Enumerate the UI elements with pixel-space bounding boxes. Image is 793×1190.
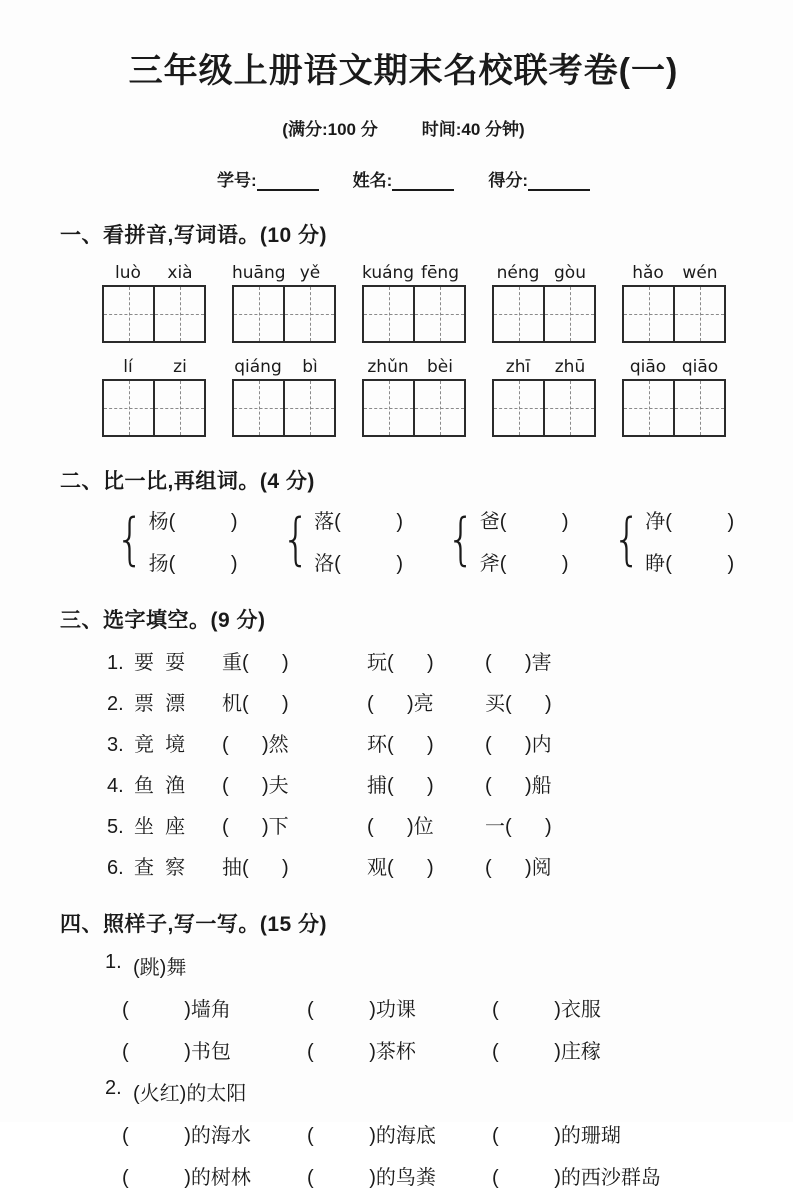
writing-cell[interactable]: [673, 287, 724, 341]
score-field: [488, 166, 590, 191]
writing-cell[interactable]: [413, 381, 464, 435]
compare-lines: [480, 505, 569, 576]
fill-row-4: [107, 769, 747, 798]
answer-blank[interactable]: 捕( ): [367, 775, 434, 798]
pinyin-label: [492, 263, 596, 283]
answer-blank[interactable]: ( )墙角: [122, 999, 231, 1022]
student-no-field: [217, 166, 319, 191]
answer-blank[interactable]: ( )船: [485, 775, 552, 798]
writing-cell[interactable]: [543, 381, 594, 435]
answer-blank[interactable]: 斧( ): [479, 553, 569, 576]
answer-blank[interactable]: 抽( ): [222, 857, 289, 880]
fill-row: [122, 1161, 747, 1190]
exam-meta: [60, 115, 747, 140]
writing-cell[interactable]: [234, 381, 283, 435]
answer-blank[interactable]: ( )内: [485, 734, 552, 757]
writing-cell[interactable]: [364, 381, 413, 435]
question-number: 1.: [105, 951, 122, 974]
writing-grid: [362, 379, 466, 437]
answer-blank[interactable]: ( )的珊瑚: [492, 1125, 621, 1148]
writing-cell[interactable]: [364, 287, 413, 341]
example-item-1: [105, 951, 747, 980]
student-no-label: 学号:: [216, 171, 257, 191]
pinyin-row-2: [102, 357, 747, 437]
question-number: 1.: [107, 652, 124, 675]
answer-blank[interactable]: ( )的西沙群岛: [492, 1167, 661, 1190]
pinyin-label: [232, 357, 336, 377]
question-number: 2.: [107, 693, 124, 716]
pinyin-word: [232, 357, 336, 437]
writing-cell[interactable]: [283, 287, 334, 341]
question-number: 5.: [107, 816, 124, 839]
pinyin-syllable: qiāo: [629, 357, 667, 378]
pinyin-label: [232, 263, 336, 283]
pinyin-syllable: zhū: [554, 357, 586, 378]
fill-row: [122, 1035, 747, 1064]
fill-row: [122, 1119, 747, 1148]
score-blank[interactable]: [528, 173, 590, 191]
choice-chars: 鱼 渔: [134, 775, 186, 798]
choice-chars: 要 耍: [134, 652, 186, 675]
brace-glyph: {: [281, 507, 310, 573]
pinyin-syllable: lí: [123, 357, 133, 378]
writing-cell[interactable]: [413, 287, 464, 341]
answer-blank[interactable]: 观( ): [367, 857, 434, 880]
compare-word-groups: [112, 505, 747, 576]
answer-blank[interactable]: ( )夫: [222, 775, 289, 798]
answer-blank[interactable]: 洛( ): [314, 553, 404, 576]
writing-grid: [102, 379, 206, 437]
pinyin-label: [622, 263, 726, 283]
example-text: (火红)的太阳: [133, 1083, 247, 1106]
writing-grid: [232, 285, 336, 343]
pinyin-label: [362, 263, 466, 283]
pinyin-word: [232, 263, 336, 343]
choice-chars: 票 漂: [134, 693, 186, 716]
writing-cell[interactable]: [543, 287, 594, 341]
pinyin-syllable: luò: [115, 263, 141, 284]
choice-chars: 坐 座: [134, 816, 186, 839]
answer-blank[interactable]: ( )庄稼: [492, 1041, 601, 1064]
pinyin-syllable: gòu: [554, 263, 586, 284]
writing-cell[interactable]: [624, 381, 673, 435]
answer-blank[interactable]: ( )的树林: [122, 1167, 251, 1190]
pinyin-syllable: bì: [302, 357, 318, 378]
answer-blank[interactable]: ( )书包: [122, 1041, 231, 1064]
pinyin-syllable: yě: [299, 263, 321, 284]
answer-blank[interactable]: ( )的鸟粪: [307, 1167, 436, 1190]
question-number: 6.: [107, 857, 124, 880]
answer-blank[interactable]: 扬( ): [148, 553, 238, 576]
answer-blank[interactable]: 一( ): [485, 816, 552, 839]
example-text: (跳)舞: [133, 957, 187, 980]
compare-group: [278, 505, 404, 576]
fill-row-3: [107, 728, 747, 757]
answer-blank[interactable]: ( )的海底: [307, 1125, 436, 1148]
pinyin-label: [102, 263, 206, 283]
section4-heading: 四、照样子,写一写。(15 分): [60, 913, 328, 937]
writing-cell[interactable]: [494, 381, 543, 435]
compare-lines: [314, 505, 403, 576]
pinyin-label: [622, 357, 726, 377]
pinyin-word: [102, 263, 206, 343]
brace-glyph: {: [115, 507, 145, 573]
pinyin-syllable: bèi: [427, 357, 453, 378]
pinyin-label: [362, 357, 466, 377]
compare-lines: [149, 505, 238, 576]
name-blank[interactable]: [392, 173, 454, 191]
pinyin-label: [492, 357, 596, 377]
answer-blank[interactable]: 睁( ): [645, 553, 735, 576]
question-number: 4.: [107, 775, 124, 798]
full-score-label: (满分:100 分: [282, 120, 378, 140]
pinyin-syllable: qiāo: [681, 357, 719, 378]
fill-row-6: [107, 851, 747, 880]
name-label: 姓名:: [352, 171, 393, 191]
section2-heading: 二、比一比,再组词。(4 分): [60, 470, 315, 494]
section1-heading: 一、看拼音,写词语。(10 分): [60, 224, 328, 248]
answer-blank[interactable]: 重( ): [222, 652, 289, 675]
answer-blank[interactable]: 机( ): [222, 693, 289, 716]
pinyin-word: [622, 263, 726, 343]
answer-blank[interactable]: ( )功课: [307, 999, 416, 1022]
answer-blank[interactable]: ( )茶杯: [307, 1041, 416, 1064]
writing-cell[interactable]: [494, 287, 543, 341]
pinyin-syllable: hǎo: [632, 263, 664, 284]
answer-blank[interactable]: ( )亮: [367, 693, 434, 716]
writing-cell[interactable]: [624, 287, 673, 341]
pinyin-row-1: [102, 263, 747, 343]
pinyin-word: [492, 357, 596, 437]
name-field: [353, 166, 455, 191]
answer-blank[interactable]: ( )的海水: [122, 1125, 251, 1148]
pinyin-syllable: wén: [682, 263, 718, 284]
pinyin-syllable: néng: [496, 263, 540, 284]
writing-cell[interactable]: [234, 287, 283, 341]
pinyin-syllable: zhǔn: [367, 357, 409, 378]
section3-heading: 三、选字填空。(9 分): [60, 609, 266, 633]
pinyin-syllable: fēng: [420, 263, 459, 284]
pinyin-label: [102, 357, 206, 377]
answer-blank[interactable]: 落( ): [314, 511, 404, 534]
choice-chars: 竟 境: [134, 734, 186, 757]
brace-glyph: {: [612, 507, 641, 573]
compare-group: [112, 505, 238, 576]
example-item-2: [105, 1077, 747, 1106]
compare-group: [609, 505, 735, 576]
answer-blank[interactable]: 玩( ): [367, 652, 434, 675]
answer-blank[interactable]: ( )位: [367, 816, 434, 839]
choice-chars: 查 察: [134, 857, 186, 880]
fill-row-2: [107, 687, 747, 716]
fill-row-1: [107, 646, 747, 675]
answer-blank[interactable]: ( )然: [222, 734, 289, 757]
pinyin-syllable: xià: [167, 263, 193, 284]
compare-group: [443, 505, 569, 576]
brace-glyph: {: [446, 507, 476, 573]
writing-grid: [362, 285, 466, 343]
answer-blank[interactable]: ( )下: [222, 816, 289, 839]
pinyin-syllable: zi: [173, 357, 187, 378]
writing-cell[interactable]: [104, 381, 153, 435]
pinyin-word: [492, 263, 596, 343]
writing-grid: [492, 379, 596, 437]
answer-blank[interactable]: 杨( ): [148, 511, 238, 534]
question-number: 2.: [105, 1077, 122, 1100]
answer-blank[interactable]: 环( ): [367, 734, 434, 757]
student-info-line: [60, 166, 747, 191]
fill-row: [122, 993, 747, 1022]
compare-lines: [645, 505, 734, 576]
page-title: 三年级上册语文期末名校联考卷(一): [128, 52, 679, 90]
answer-blank[interactable]: ( )阅: [485, 857, 552, 880]
answer-blank[interactable]: ( )衣服: [492, 999, 601, 1022]
time-limit-label: 时间:40 分钟): [421, 120, 525, 140]
writing-grid: [232, 379, 336, 437]
pinyin-word: [362, 357, 466, 437]
pinyin-syllable: kuáng: [362, 263, 415, 284]
pinyin-syllable: qiáng: [234, 357, 282, 378]
answer-blank[interactable]: ( )害: [485, 652, 552, 675]
writing-cell[interactable]: [104, 287, 153, 341]
question-number: 3.: [107, 734, 124, 757]
pinyin-syllable: zhī: [505, 357, 531, 378]
answer-blank[interactable]: 净( ): [645, 511, 735, 534]
answer-blank[interactable]: 买( ): [485, 693, 552, 716]
writing-grid: [102, 285, 206, 343]
writing-cell[interactable]: [153, 381, 204, 435]
writing-cell[interactable]: [153, 287, 204, 341]
answer-blank[interactable]: 爸( ): [479, 511, 569, 534]
pinyin-word: [622, 357, 726, 437]
writing-grid: [622, 379, 726, 437]
pinyin-word: [362, 263, 466, 343]
pinyin-syllable: huāng: [232, 263, 286, 284]
writing-grid: [622, 285, 726, 343]
pinyin-word: [102, 357, 206, 437]
writing-cell[interactable]: [673, 381, 724, 435]
writing-cell[interactable]: [283, 381, 334, 435]
fill-row-5: [107, 810, 747, 839]
writing-grid: [492, 285, 596, 343]
score-label: 得分:: [488, 171, 528, 191]
student-no-blank[interactable]: [257, 173, 319, 191]
